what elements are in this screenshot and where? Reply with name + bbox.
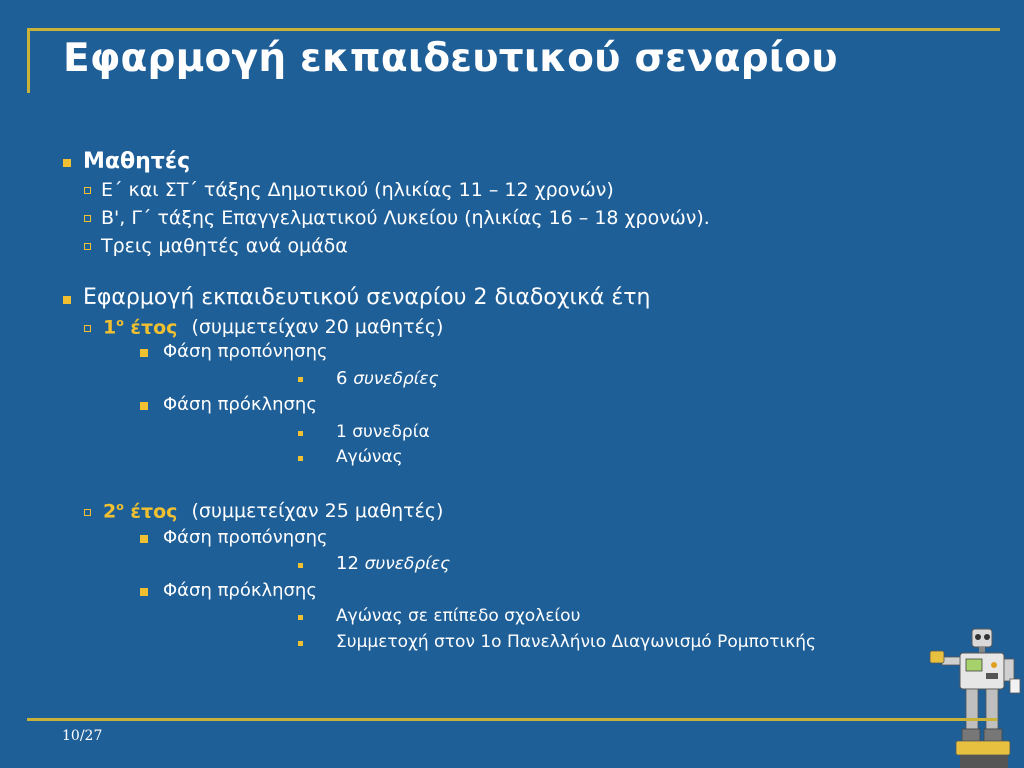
year2-challenge-label: Φάση πρόκλησης bbox=[163, 580, 317, 601]
year1-challenge-item-2: Αγώνας bbox=[336, 447, 403, 467]
year2-training-unit: συνεδρίες bbox=[364, 554, 451, 574]
bullet-small-square-icon bbox=[298, 563, 303, 568]
bullet-square-icon bbox=[140, 535, 148, 543]
year1-line bbox=[103, 316, 443, 338]
year1-challenge-item-1: 1 συνεδρία bbox=[336, 422, 430, 442]
year2-note: (συμμετείχαν 25 μαθητές) bbox=[191, 500, 444, 523]
year1-training-label: Φάση προπόνησης bbox=[163, 341, 328, 362]
students-item-2: Β', Γ΄ τάξης Επαγγελματικού Λυκείου (ηλικίας 16 – 18 χρονών). bbox=[101, 207, 710, 229]
bullet-hollow-square-icon bbox=[84, 187, 91, 194]
bullet-hollow-square-icon bbox=[84, 509, 91, 516]
year1-num: 1 bbox=[103, 316, 117, 339]
bullet-small-square-icon bbox=[298, 641, 303, 646]
slide-title: Εφαρμογή εκπαιδευτικού σεναρίου bbox=[63, 36, 838, 81]
year1-word: έτος bbox=[123, 316, 178, 339]
bullet-hollow-square-icon bbox=[84, 243, 91, 250]
bullet-small-square-icon bbox=[298, 377, 303, 382]
year1-training-unit: συνεδρίες bbox=[353, 369, 439, 389]
year1-sup: ο bbox=[116, 316, 124, 329]
application-heading: Εφαρμογή εκπαιδευτικού σεναρίου 2 διαδοχικά έτη bbox=[83, 285, 651, 310]
year2-challenge-item-2: Συμμετοχή στον 1ο Πανελλήνιο Διαγωνισμό Ρομποτικής bbox=[336, 632, 816, 652]
year2-word: έτος bbox=[123, 500, 178, 523]
students-item-1: Ε΄ και ΣΤ΄ τάξης Δημοτικού (ηλικίας 11 – 12 χρονών) bbox=[101, 179, 614, 201]
students-item-3: Τρεις μαθητές ανά ομάδα bbox=[101, 235, 348, 257]
page-total: /27 bbox=[79, 728, 103, 744]
year1-challenge-label: Φάση πρόκλησης bbox=[163, 394, 317, 415]
bullet-square-icon bbox=[140, 588, 148, 596]
bullet-hollow-square-icon bbox=[84, 215, 91, 222]
year1-note: (συμμετείχαν 20 μαθητές) bbox=[191, 316, 444, 339]
year2-num: 2 bbox=[103, 500, 117, 523]
year2-training-count: 12 bbox=[336, 553, 359, 574]
bullet-square-icon bbox=[140, 402, 148, 410]
year2-challenge-item-1: Αγώνας σε επίπεδο σχολείου bbox=[336, 606, 581, 626]
students-heading: Μαθητές bbox=[83, 149, 191, 174]
bullet-hollow-square-icon bbox=[84, 325, 91, 332]
year1-training-sessions bbox=[336, 368, 439, 389]
year2-training-label: Φάση προπόνησης bbox=[163, 527, 328, 548]
bullet-square-icon bbox=[63, 159, 71, 167]
robot-icon bbox=[916, 625, 1024, 768]
bullet-small-square-icon bbox=[298, 615, 303, 620]
year2-training-sessions bbox=[336, 553, 450, 574]
bullet-square-icon bbox=[63, 296, 71, 304]
bullet-small-square-icon bbox=[298, 456, 303, 461]
year2-sup: ο bbox=[116, 500, 124, 513]
bullet-small-square-icon bbox=[298, 431, 303, 436]
footer-divider bbox=[27, 718, 997, 721]
page-number bbox=[62, 728, 102, 744]
year1-training-count: 6 bbox=[336, 368, 348, 389]
year2-line bbox=[103, 500, 443, 522]
page-current: 10 bbox=[62, 728, 80, 744]
bullet-square-icon bbox=[140, 349, 148, 357]
